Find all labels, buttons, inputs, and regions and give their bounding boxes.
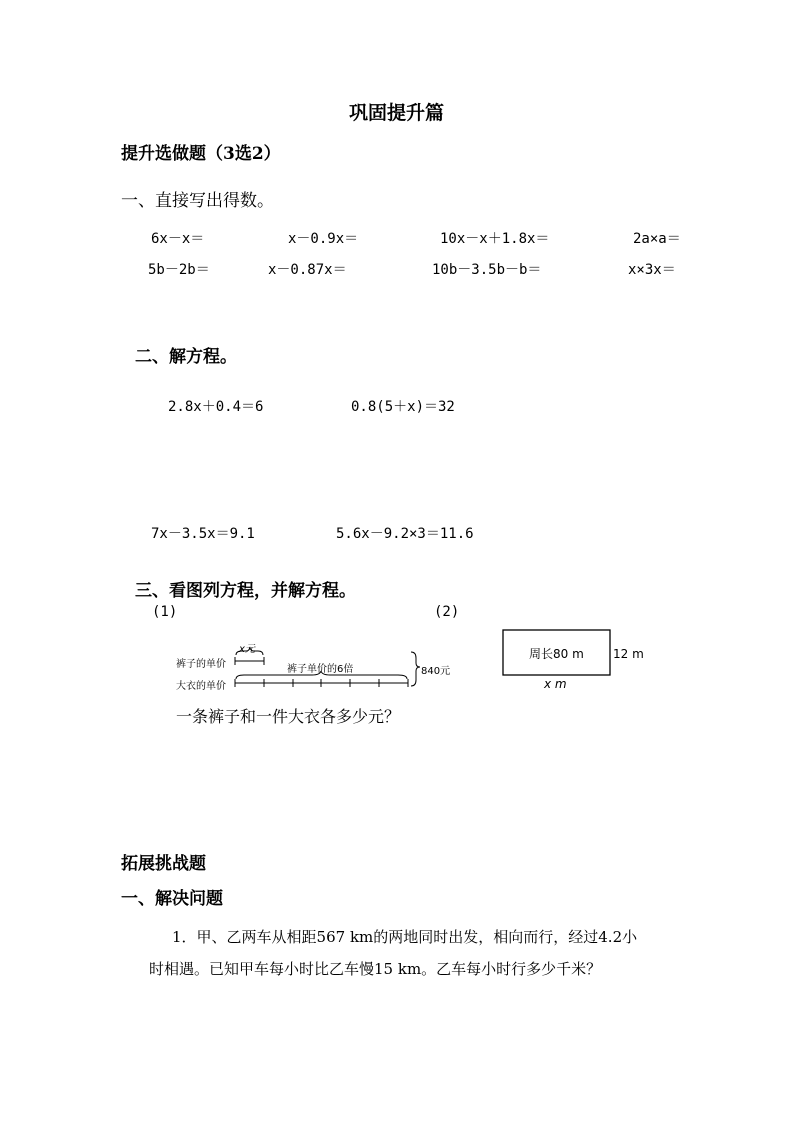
equation-item: 5.6x－9.2×3＝11.6 bbox=[336, 526, 474, 542]
section-heading-challenge: 拓展挑战题 bbox=[121, 854, 206, 874]
total-brace bbox=[411, 652, 420, 686]
equation-item: 7x－3.5x＝9.1 bbox=[151, 526, 255, 542]
perimeter-label: 周长80 m bbox=[529, 647, 584, 661]
expression-item: 5b－2b＝ bbox=[148, 262, 210, 278]
total-price-label: 840元 bbox=[421, 666, 451, 677]
part-label-1: (1) bbox=[152, 604, 178, 620]
expression-item: 2a×a＝ bbox=[633, 231, 681, 247]
section-heading-advanced: 提升选做题（3选2） bbox=[121, 144, 281, 164]
height-label: 12 m bbox=[613, 647, 644, 661]
equation-item: 0.8(5＋x)＝32 bbox=[351, 399, 455, 415]
expression-item: x－0.87x＝ bbox=[268, 262, 347, 278]
question-heading-direct-answer: 一、直接写出得数。 bbox=[121, 191, 274, 211]
part-label-2: (2) bbox=[434, 604, 460, 620]
word-problem-line-1: 1．甲、乙两车从相距567 km的两地同时出发，相向而行，经过4.2小 bbox=[172, 928, 638, 946]
page-title: 巩固提升篇 bbox=[348, 102, 444, 124]
pants-price-label: 裤子的单价 bbox=[176, 659, 226, 670]
question-heading-problem-solving: 一、解决问题 bbox=[121, 889, 223, 909]
diagram-question-text: 一条裤子和一件大衣各多少元？ bbox=[176, 707, 401, 726]
expression-item: 10x－x＋1.8x＝ bbox=[440, 231, 550, 247]
expression-item: 6x－x＝ bbox=[151, 231, 205, 247]
equation-item: 2.8x＋0.4＝6 bbox=[168, 399, 264, 415]
unknown-price-label: x元 bbox=[239, 644, 255, 655]
coat-price-label: 大衣的单价 bbox=[176, 681, 226, 692]
width-label: x m bbox=[544, 677, 567, 691]
word-problem-line-2: 时相遇。已知甲车每小时比乙车慢15 km。乙车每小时行多少千米？ bbox=[149, 960, 602, 978]
expression-item: x－0.9x＝ bbox=[288, 231, 359, 247]
expression-item: x×3x＝ bbox=[628, 262, 676, 278]
question-heading-solve-equations: 二、解方程。 bbox=[135, 347, 237, 367]
expression-item: 10b－3.5b－b＝ bbox=[432, 262, 542, 278]
ratio-label: 裤子单价的6倍 bbox=[287, 664, 354, 675]
question-heading-diagram-equations: 三、看图列方程，并解方程。 bbox=[135, 581, 356, 601]
